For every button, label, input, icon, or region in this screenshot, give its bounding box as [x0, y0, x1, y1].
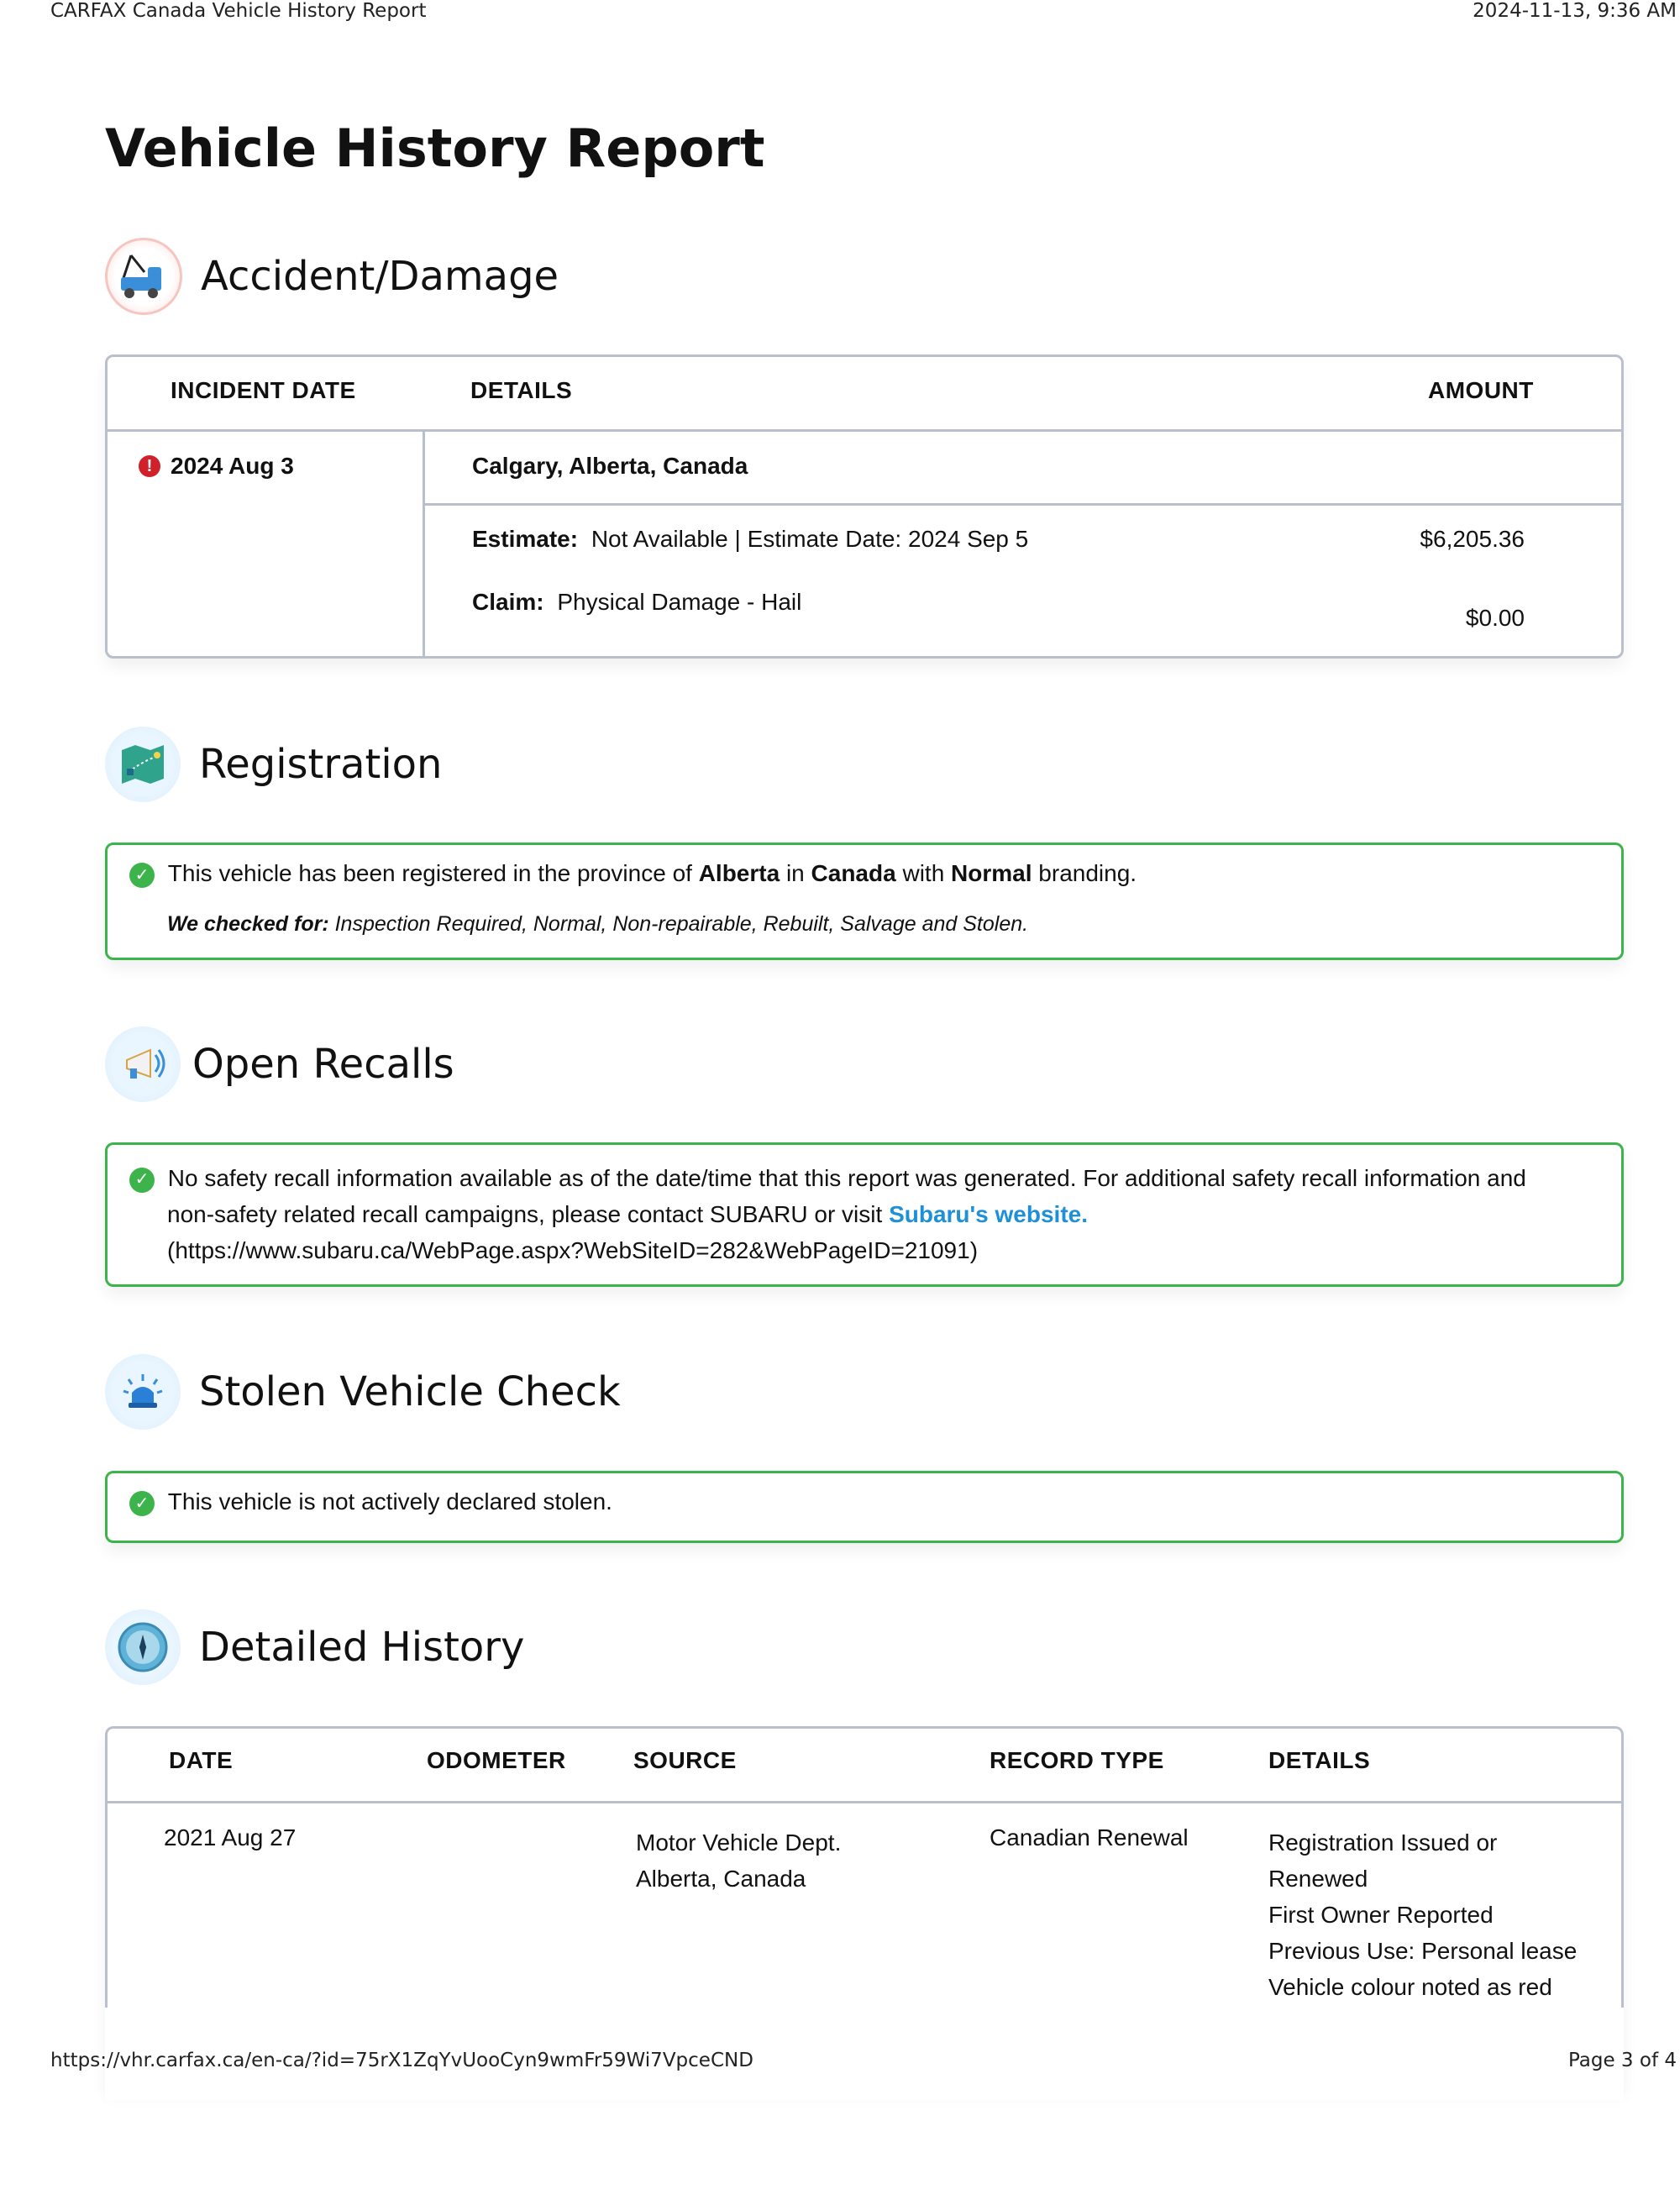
print-header-title: CARFAX Canada Vehicle History Report: [50, 0, 427, 22]
stolen-title: Stolen Vehicle Check: [199, 1368, 621, 1415]
estimate-amount: $6,205.36: [1420, 526, 1525, 552]
divider: [108, 429, 1621, 432]
history-section-header: [105, 1609, 524, 1685]
header-odometer: ODOMETER: [427, 1747, 566, 1773]
compass-icon: [105, 1609, 181, 1685]
recalls-section-header: [105, 1026, 454, 1102]
subaru-website-link[interactable]: Subaru's website.: [889, 1201, 1089, 1227]
header-record-type: RECORD TYPE: [990, 1747, 1164, 1773]
header-details: DETAILS: [1268, 1747, 1371, 1773]
checked-label: We checked for:: [167, 912, 329, 936]
incident-date: 2024 Aug 3: [171, 453, 294, 479]
print-footer-url: https://vhr.carfax.ca/en-ca/?id=75rX1ZqYvUooCyn9wmFr59Wi7VpceCND: [50, 2050, 753, 2071]
registration-checked: [167, 912, 1028, 937]
recalls-line-1: No safety recall information available as of the date/time that this report was generated. For additional safety recall information and: [167, 1165, 1526, 1191]
divider: [423, 429, 425, 656]
registration-branding: Normal: [951, 860, 1032, 886]
registration-status: [129, 860, 1137, 888]
registration-text-4: branding.: [1038, 860, 1137, 886]
accident-title: Accident/Damage: [201, 253, 559, 300]
accident-section-header: [105, 238, 559, 315]
tow-truck-icon: [105, 238, 182, 315]
header-source: SOURCE: [633, 1747, 737, 1773]
incident-date-cell: [139, 453, 294, 480]
recalls-line-2: non-safety related recall campaigns, please contact SUBARU or visit: [167, 1201, 883, 1227]
registration-province: Alberta: [698, 860, 780, 886]
incident-location: Calgary, Alberta, Canada: [472, 453, 748, 479]
print-header: [50, 0, 1680, 22]
registration-title: Registration: [199, 741, 443, 788]
stolen-section-header: [105, 1354, 621, 1430]
header-incident-date: INCIDENT DATE: [171, 377, 356, 403]
recalls-title: Open Recalls: [192, 1041, 454, 1088]
stolen-text: This vehicle is not actively declared stolen.: [167, 1488, 612, 1514]
registration-country: Canada: [811, 860, 896, 886]
history-title: Detailed History: [199, 1624, 525, 1671]
registration-card: [105, 843, 1624, 960]
divider: [423, 503, 1621, 506]
header-date: DATE: [169, 1747, 234, 1773]
stolen-card: [105, 1471, 1624, 1543]
recalls-line-3: (https://www.subaru.ca/WebPage.aspx?WebSiteID=282&WebPageID=21091): [167, 1237, 979, 1263]
history-source-line: Alberta, Canada: [636, 1866, 806, 1892]
registration-text-2: in: [785, 860, 805, 886]
check-icon: ✓: [129, 863, 155, 888]
map-icon: [105, 727, 181, 802]
header-amount: AMOUNT: [1428, 377, 1534, 403]
alert-icon: !: [139, 455, 160, 477]
stolen-status: [129, 1488, 612, 1516]
history-source: [636, 1824, 841, 1897]
print-header-datetime: 2024-11-13, 9:36 AM: [1473, 0, 1677, 22]
print-footer: [50, 2050, 1680, 2071]
registration-text-1: This vehicle has been registered in the province of: [167, 860, 692, 886]
page-title: Vehicle History Report: [105, 118, 765, 179]
history-detail-line: Renewed: [1268, 1866, 1368, 1892]
history-details: [1268, 1824, 1577, 2005]
history-detail-line: Previous Use: Personal lease: [1268, 1938, 1578, 1964]
megaphone-icon: [105, 1026, 181, 1102]
history-detail-line: Registration Issued or: [1268, 1829, 1498, 1856]
recalls-card: [105, 1142, 1624, 1287]
divider: [108, 1801, 1621, 1803]
accident-table: [105, 354, 1624, 659]
estimate-text: Not Available | Estimate Date: 2024 Sep 5: [591, 526, 1029, 552]
check-icon: ✓: [129, 1168, 155, 1193]
estimate-row: [472, 526, 1028, 553]
history-detail-line: First Owner Reported: [1268, 1902, 1494, 1928]
history-record-type: Canadian Renewal: [990, 1824, 1189, 1850]
check-icon: ✓: [129, 1491, 155, 1516]
claim-row: [472, 589, 801, 616]
header-details: DETAILS: [470, 377, 573, 403]
claim-text: Physical Damage - Hail: [557, 589, 802, 615]
claim-label: Claim:: [472, 589, 544, 615]
recalls-message: [129, 1160, 1588, 1268]
siren-icon: [105, 1354, 181, 1430]
claim-amount: $0.00: [1465, 605, 1525, 631]
registration-text-3: with: [902, 860, 945, 886]
checked-list: Inspection Required, Normal, Non-repairable, Rebuilt, Salvage and Stolen.: [334, 912, 1029, 936]
estimate-label: Estimate:: [472, 526, 579, 552]
print-footer-page: Page 3 of 4: [1567, 2050, 1677, 2071]
registration-section-header: [105, 727, 442, 802]
history-date: 2021 Aug 27: [164, 1824, 297, 1850]
history-detail-line: Vehicle colour noted as red: [1268, 1974, 1552, 2000]
history-source-line: Motor Vehicle Dept.: [636, 1829, 842, 1856]
